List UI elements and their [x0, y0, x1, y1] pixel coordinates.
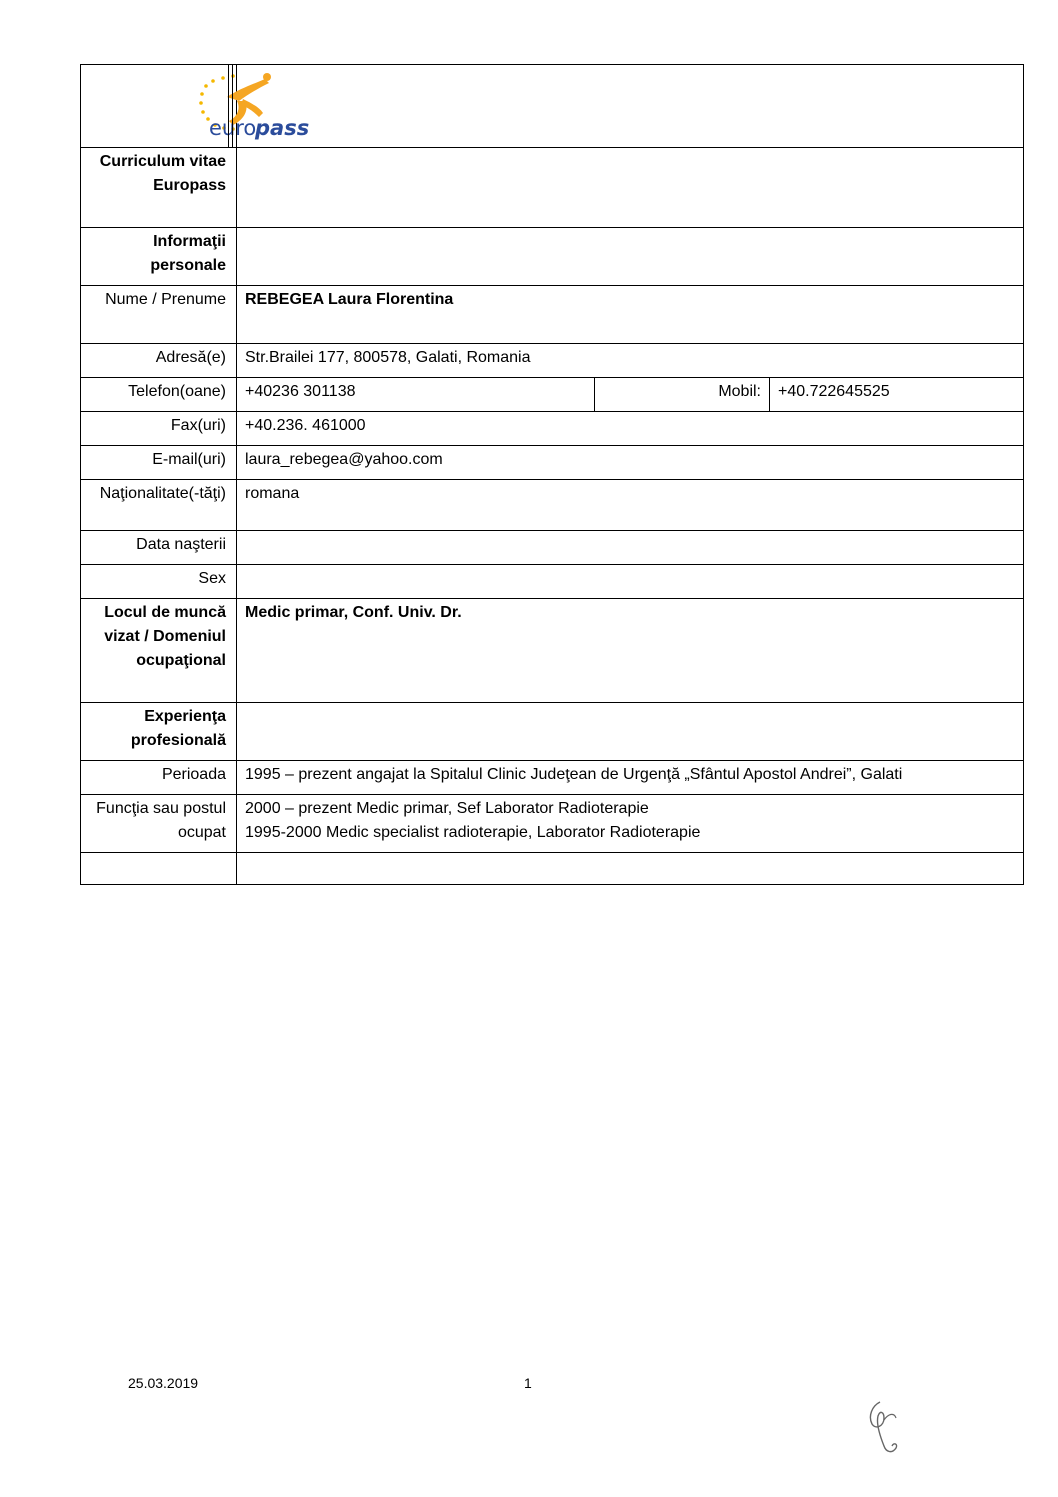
address-label: Adresă(e)	[81, 344, 237, 378]
sex-value	[237, 565, 1024, 599]
period-label: Perioada	[81, 761, 237, 795]
position-label: Funcţia sau postul ocupat	[81, 795, 237, 853]
job-target-value: Medic primar, Conf. Univ. Dr.	[237, 599, 1024, 703]
birth-date-value	[237, 531, 1024, 565]
logo-text-pass: pass	[255, 116, 310, 140]
fax-label: Fax(uri)	[81, 412, 237, 446]
address-value: Str.Brailei 177, 800578, Galati, Romania	[237, 344, 1024, 378]
footer-date: 25.03.2019	[128, 1375, 199, 1391]
cv-table	[80, 64, 1024, 885]
page-number: 1	[524, 1375, 532, 1391]
mobile-value: +40.722645525	[770, 378, 1024, 412]
logo-row	[81, 65, 1024, 148]
position-value	[237, 795, 1024, 853]
position-line-2: 1995-2000 Medic specialist radioterapie, Laborator Radioterapie	[245, 824, 701, 841]
birth-date-label: Data naşterii	[81, 531, 237, 565]
signature-icon	[858, 1398, 908, 1458]
logo-divider	[228, 65, 233, 147]
cv-title: Curriculum vitae Europass	[81, 148, 237, 228]
email-label: E-mail(uri)	[81, 446, 237, 480]
nationality-value: romana	[237, 480, 1024, 531]
nationality-label: Naţionalitate(-tăţi)	[81, 480, 237, 531]
experience-heading: Experienţa profesională	[81, 703, 237, 761]
mobile-label: Mobil:	[595, 378, 770, 412]
fax-value: +40.236. 461000	[237, 412, 1024, 446]
phone-label: Telefon(oane)	[81, 378, 237, 412]
personal-info-heading: Informaţii personale	[81, 228, 237, 286]
job-target-label: Locul de muncă vizat / Domeniul ocupaţional	[81, 599, 237, 703]
name-label: Nume / Prenume	[81, 286, 237, 344]
logo-text-euro: euro	[209, 116, 257, 140]
period-value: 1995 – prezent angajat la Spitalul Clinic Judeţean de Urgenţă „Sfântul Apostol Andrei”, Galati	[237, 761, 1024, 795]
sex-label: Sex	[81, 565, 237, 599]
position-line-1: 2000 – prezent Medic primar, Sef Laborator Radioterapie	[245, 800, 649, 817]
phone-value: +40236 301138	[237, 378, 595, 412]
logo-empty-cell	[237, 65, 1024, 148]
email-value: laura_rebegea@yahoo.com	[237, 446, 1024, 480]
europass-logo	[193, 67, 313, 143]
name-value: REBEGEA Laura Florentina	[237, 286, 1024, 344]
logo-cell	[81, 65, 310, 148]
